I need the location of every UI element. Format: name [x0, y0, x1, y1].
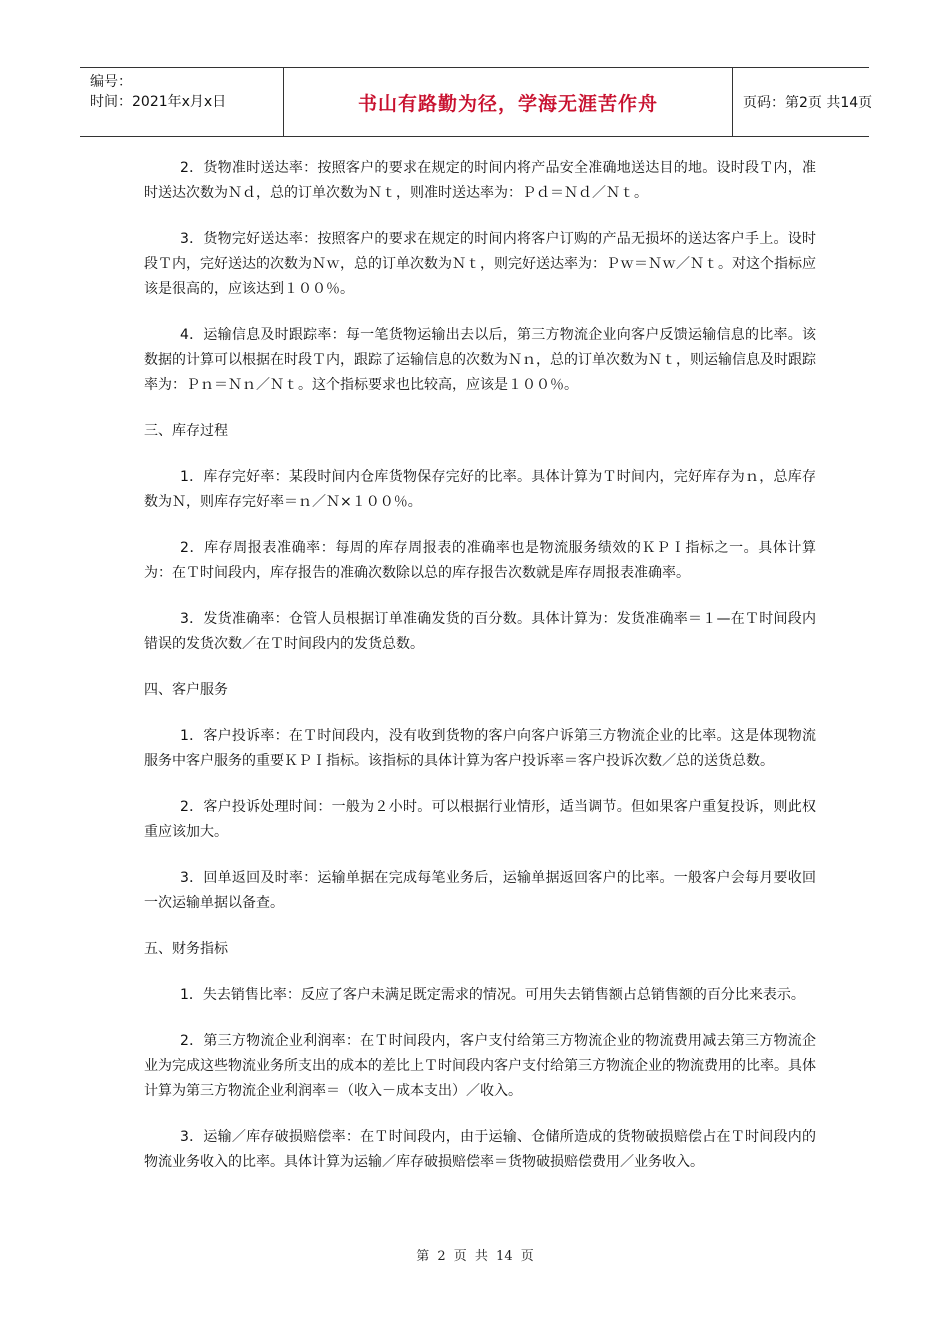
paragraph: 3．运输／库存破损赔偿率：在Ｔ时间段内，由于运输、仓储所造成的货物破损赔偿占在Ｔ时间段内的物流业务收入的比率。具体计算为运输／库存破损赔偿率＝货物破损赔偿费用／业务收入。	[144, 1129, 816, 1170]
paragraph: 2．第三方物流企业利润率：在Ｔ时间段内，客户支付给第三方物流企业的物流费用减去第三方物流企业为完成这些物流业务所支出的成本的差比上Ｔ时间段内客户支付给第三方物流企业的物流费用的比率。具体计算为第三方物流企业利润率＝（收入－成本支出）／收入。	[144, 1033, 816, 1099]
paragraph: 2．客户投诉处理时间：一般为２小时。可以根据行业情形，适当调节。但如果客户重复投诉，则此权重应该加大。	[144, 799, 816, 840]
header-page-info: 页码：第2页 共14页	[743, 95, 873, 111]
paragraph: 1．库存完好率：某段时间内仓库货物保存完好的比率。具体计算为Ｔ时间内，完好库存为ｎ，总库存数为Ｎ，则库存完好率＝ｎ／Ｎ×１００％。	[144, 469, 816, 510]
section-heading: 四、客户服务	[144, 682, 228, 698]
paragraph: 1．失去销售比率：反应了客户未满足既定需求的情况。可用失去销售额占总销售额的百分比来表示。	[180, 987, 805, 1003]
document-body	[144, 156, 816, 1196]
section-heading: 五、财务指标	[144, 941, 228, 957]
paragraph: 1．客户投诉率：在Ｔ时间段内，没有收到货物的客户向客户诉第三方物流企业的比率。这是体现物流服务中客户服务的重要ＫＰＩ指标。该指标的具体计算为客户投诉率＝客户投诉次数／总的送货总数。	[144, 728, 816, 769]
header-motto: 书山有路勤为径，学海无涯苦作舟	[283, 68, 733, 136]
document-time-label: 时间：2021年x月x日	[90, 94, 227, 110]
paragraph: 3．回单返回及时率：运输单据在完成每笔业务后，运输单据返回客户的比率。一般客户会每月要收回一次运输单据以备查。	[144, 870, 816, 911]
paragraph: 3．货物完好送达率：按照客户的要求在规定的时间内将客户订购的产品无损坏的送达客户手上。设时段Ｔ内，完好送达的次数为Ｎｗ，总的订单次数为Ｎｔ，则完好送达率为：Ｐｗ＝Ｎｗ／Ｎｔ。对这个指标应该是很高的，应该达到１００％。	[144, 231, 816, 297]
section-heading: 三、库存过程	[144, 423, 228, 439]
header-meta	[80, 68, 283, 136]
page-header	[80, 67, 873, 137]
page-footer: 第 2 页 共 14 页	[416, 1249, 534, 1264]
paragraph: 4．运输信息及时跟踪率：每一笔货物运输出去以后，第三方物流企业向客户反馈运输信息的比率。该数据的计算可以根据在时段Ｔ内，跟踪了运输信息的次数为Ｎｎ，总的订单次数为Ｎｔ，则运输信息及时跟踪率为：Ｐｎ＝Ｎｎ／Ｎｔ。这个指标要求也比较高，应该是１００％。	[144, 327, 816, 393]
document-number-label: 编号：	[90, 74, 132, 90]
paragraph: 3．发货准确率：仓管人员根据订单准确发货的百分数。具体计算为：发货准确率＝１—在Ｔ时间段内错误的发货次数／在Ｔ时间段内的发货总数。	[144, 611, 816, 652]
paragraph: 2．货物准时送达率：按照客户的要求在规定的时间内将产品安全准确地送达目的地。设时段Ｔ内，准时送达次数为Ｎｄ，总的订单次数为Ｎｔ，则准时送达率为：Ｐｄ＝Ｎｄ／Ｎｔ。	[144, 160, 816, 201]
paragraph: 2．库存周报表准确率：每周的库存周报表的准确率也是物流服务绩效的ＫＰＩ指标之一。具体计算为：在Ｔ时间段内，库存报告的准确次数除以总的库存报告次数就是库存周报表准确率。	[144, 540, 816, 581]
